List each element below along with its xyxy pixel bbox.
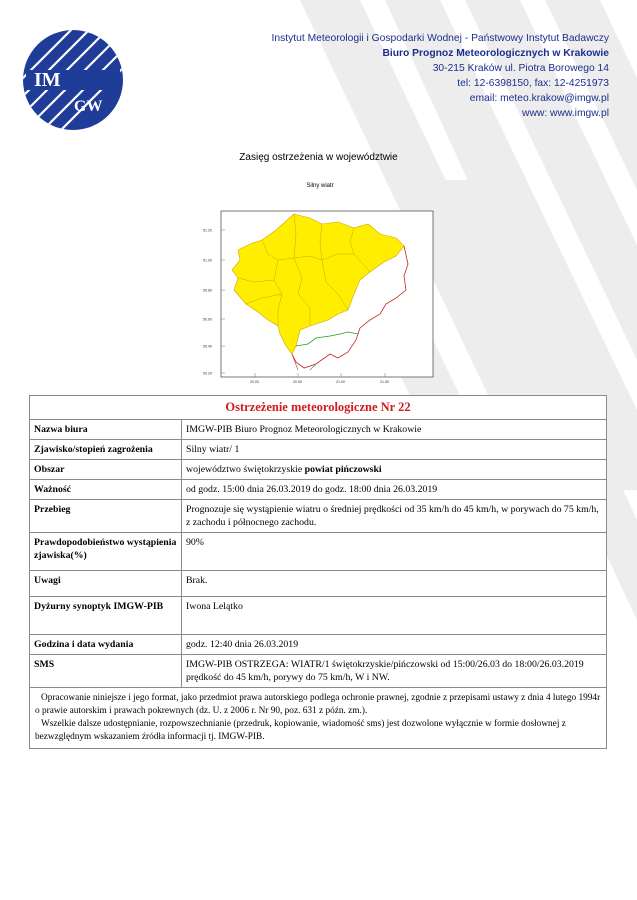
office-label: Nazwa biura	[30, 420, 182, 440]
legal-paragraph: Wszelkie dalsze udostępnianie, rozpowszechnianie (przedruk, kopiowanie, wiadomość sms) jest dozwolone wyłącznie w formie dosłownej z bezwzględnym wskazaniem źródła informacji tj. IMGW-PIB.	[35, 719, 566, 742]
area-value	[182, 460, 607, 480]
table-row	[30, 420, 607, 440]
logo-text-top: IM	[34, 69, 61, 91]
lon-label: 21.50	[380, 380, 389, 384]
remarks-value: Brak.	[182, 571, 607, 597]
sms-value: IMGW-PIB OSTRZEGA: WIATR/1 świętokrzyskie/pińczowski od 15:00/26.03 do 18:00/26.03.2019 prędkość do 45 km/h, porywy do 75 km/h, W i NW.	[182, 655, 607, 688]
lon-label: 21.00	[336, 380, 345, 384]
course-label: Przebieg	[30, 500, 182, 533]
address: 30-215 Kraków ul. Piotra Borowego 14	[432, 63, 609, 74]
warning-map	[198, 194, 438, 394]
logo-text-bottom: GW	[74, 98, 103, 115]
office-name: Biuro Prognoz Meteorologicznych w Krakowie	[382, 48, 609, 59]
synoptic-label: Dyżurny synoptyk IMGW-PIB	[30, 597, 182, 635]
phenomenon-label: Zjawisko/stopień zagrożenia	[30, 440, 182, 460]
table-row	[30, 571, 607, 597]
lon-label: 20.00	[250, 380, 259, 384]
lat-label: 51.00	[203, 258, 212, 263]
validity-value: od godz. 15:00 dnia 26.03.2019 do godz. 18:00 dnia 26.03.2019	[182, 480, 607, 500]
table-row	[30, 688, 607, 749]
table-row	[30, 480, 607, 500]
remarks-label: Uwagi	[30, 571, 182, 597]
area-value-plain: województwo świętokrzyskie	[186, 464, 305, 475]
synoptic-value: Iwona Lelątko	[182, 597, 607, 635]
office-value: IMGW-PIB Biuro Prognoz Meteorologicznych w Krakowie	[182, 420, 607, 440]
lon-label: 20.50	[293, 380, 302, 384]
lat-label: 51.20	[203, 228, 212, 233]
lat-label: 50.20	[203, 371, 212, 376]
sms-label: SMS	[30, 655, 182, 688]
imgw-logo	[22, 29, 124, 131]
lat-label: 50.60	[203, 317, 212, 322]
lat-label: 50.80	[203, 288, 212, 293]
map-caption: Zasięg ostrzeżenia w województwie	[239, 152, 398, 163]
issued-label: Godzina i data wydania	[30, 635, 182, 655]
email[interactable]: email: meteo.krakow@imgw.pl	[469, 93, 609, 104]
course-value: Prognozuje się wystąpienie wiatru o średniej prędkości od 35 km/h do 45 km/h, w porywach do 75 km/h, z zachodu i północnego zachodu.	[182, 500, 607, 533]
table-row	[30, 597, 607, 635]
legal-notice	[30, 688, 607, 749]
institute-header	[229, 31, 609, 121]
phone-fax: tel: 12-6398150, fax: 12-4251973	[457, 78, 609, 89]
map-title: Silny wiatr	[306, 183, 334, 189]
lat-label: 50.40	[203, 344, 212, 349]
table-row	[30, 460, 607, 480]
warning-title: Ostrzeżenie meteorologiczne Nr 22	[30, 396, 607, 420]
table-row	[30, 533, 607, 571]
table-row	[30, 396, 607, 420]
table-row	[30, 635, 607, 655]
area-value-bold: powiat pińczowski	[304, 464, 382, 475]
phenomenon-value: Silny wiatr/ 1	[182, 440, 607, 460]
warning-table	[29, 395, 607, 749]
issued-value: godz. 12:40 dnia 26.03.2019	[182, 635, 607, 655]
website[interactable]: www: www.imgw.pl	[522, 108, 609, 119]
table-row	[30, 440, 607, 460]
legal-paragraph: Opracowanie niniejsze i jego format, jako przedmiot prawa autorskiego podlega ochronie prawnej, zgodnie z przepisami ustawy z dnia 4 lutego 1994r o prawie autorskim i prawach pokrewnych (dz. U. z 2006 r. Nr 90, poz. 631 z późn. zm.).	[35, 693, 601, 716]
validity-label: Ważność	[30, 480, 182, 500]
institute-name: Instytut Meteorologii i Gospodarki Wodnej - Państwowy Instytut Badawczy	[271, 33, 609, 44]
probability-value: 90%	[182, 533, 607, 571]
area-label: Obszar	[30, 460, 182, 480]
probability-label: Prawdopodobieństwo wystąpienia zjawiska(%)	[30, 533, 182, 571]
table-row	[30, 500, 607, 533]
table-row	[30, 655, 607, 688]
